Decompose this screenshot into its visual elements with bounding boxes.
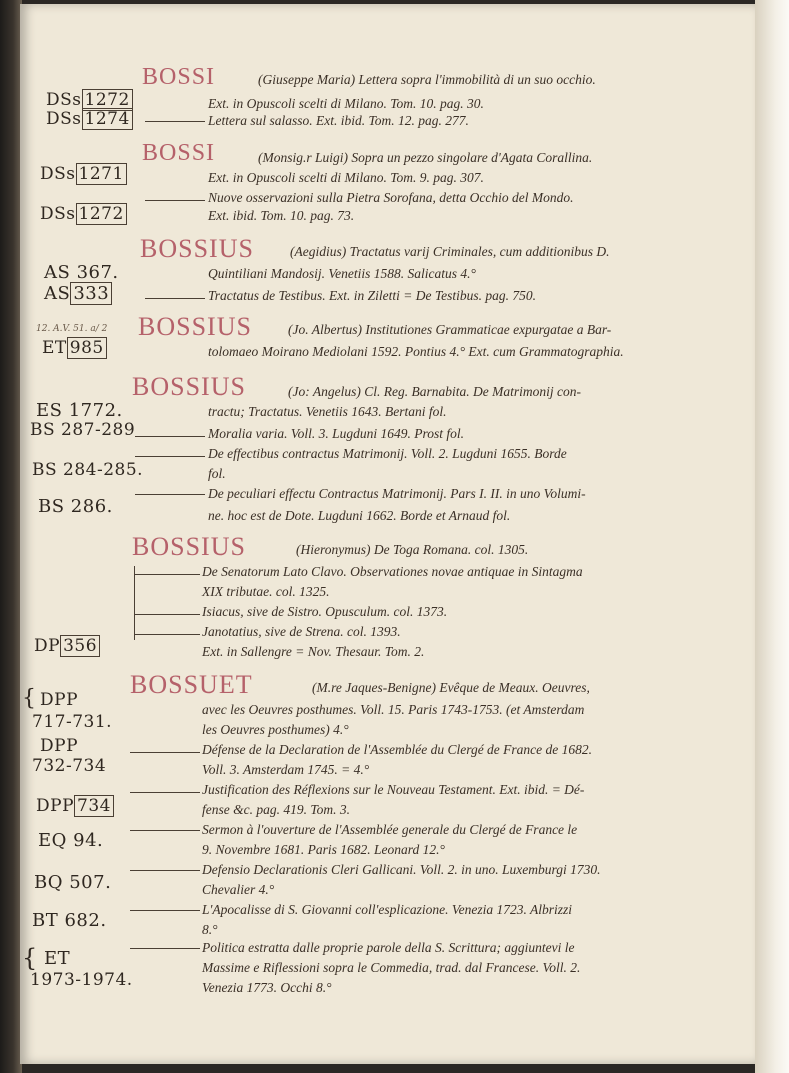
- entry-line: De peculiari effectu Contractus Matrimonij. Pars I. II. in uno Volumi-: [208, 486, 586, 501]
- entry-line: De Senatorum Lato Clavo. Observationes novae antiquae in Sintagma: [202, 564, 583, 579]
- entry-heading: BOSSI: [142, 140, 216, 166]
- connector-line: [130, 830, 200, 831]
- connector-line: [134, 634, 200, 635]
- connector-line: [145, 298, 205, 299]
- shelfmark: BQ 507.: [34, 872, 112, 893]
- connector-line: [130, 948, 200, 949]
- connector-line: [130, 870, 200, 871]
- entry-heading: BOSSIUS: [140, 234, 254, 263]
- shelfmark: 732-734: [32, 756, 107, 776]
- connector-line: [130, 792, 200, 793]
- entry-heading: BOSSI: [142, 64, 216, 90]
- entry-line: les Oeuvres posthumes) 4.°: [202, 722, 349, 737]
- connector-line: [134, 614, 200, 615]
- entry-line: (M.re Jaques-Benigne) Evêque de Meaux. Oeuvres,: [312, 680, 590, 695]
- connector-line: [135, 436, 205, 437]
- connector-line: [130, 910, 200, 911]
- entry-line: Isiacus, sive de Sistro. Opusculum. col. 1373.: [202, 604, 448, 619]
- entry-line: Justification des Réflexions sur le Nouveau Testament. Ext. ibid. = Dé-: [202, 782, 585, 797]
- shelfmark: EQ 94.: [38, 830, 104, 851]
- entry-line: (Jo: Angelus) Cl. Reg. Barnabita. De Matrimonij con-: [288, 384, 581, 399]
- marginal-note: 12. A.V. 51. a/ 2: [36, 324, 108, 334]
- shelfmark: ES 1772.: [36, 400, 123, 421]
- shelfmark: BS 287-289: [30, 420, 136, 440]
- entry-line: tolomaeo Moirano Mediolani 1592. Pontius 4.° Ext. cum Grammatographia.: [208, 344, 624, 359]
- shelfmark: 717-731.: [32, 712, 113, 732]
- entry-heading: BOSSIUS: [138, 312, 252, 341]
- shelfmark: ET 985: [42, 338, 107, 358]
- shelfmark: BS 286.: [38, 496, 113, 517]
- entry-line: Ext. in Opuscoli scelti di Milano. Tom. 9. pag. 307.: [208, 170, 484, 185]
- shelfmark: AS 333: [44, 283, 112, 304]
- entry-heading: BOSSUET: [130, 670, 253, 699]
- connector-line: [135, 456, 205, 457]
- book-spine: [0, 0, 22, 1073]
- entry-line: (Jo. Albertus) Institutiones Grammaticae expurgatae a Bar-: [288, 322, 612, 337]
- shelfmark: DPP 734: [36, 796, 114, 816]
- entry-line: Voll. 3. Amsterdam 1745. = 4.°: [202, 762, 370, 777]
- entry-line: De effectibus contractus Matrimonij. Voll. 2. Lugduni 1655. Borde: [208, 446, 567, 461]
- shelfmark: AS 367.: [44, 262, 119, 283]
- entry-line: Lettera sul salasso. Ext. ibid. Tom. 12. pag. 277.: [208, 113, 469, 128]
- entry-line: (Hieronymus) De Toga Romana. col. 1305.: [296, 542, 529, 557]
- entry-line: Chevalier 4.°: [202, 882, 275, 897]
- page-edge: [755, 0, 789, 1073]
- entry-line: Massime e Riflessioni sopra le Commedia, trad. dal Francese. Voll. 2.: [202, 960, 581, 975]
- entry-line: 9. Novembre 1681. Paris 1682. Leonard 12.°: [202, 842, 445, 857]
- entry-line: Quintiliani Mandosij. Venetiis 1588. Salicatus 4.°: [208, 266, 476, 281]
- brace-icon: {: [22, 944, 38, 972]
- shelfmark: DP 356: [34, 636, 100, 656]
- entry-line: Politica estratta dalle proprie parole della S. Scrittura; aggiuntevi le: [202, 940, 575, 955]
- connector-line: [145, 121, 205, 122]
- entry-heading: BOSSIUS: [132, 532, 246, 561]
- entry-line: Ext. ibid. Tom. 10. pag. 73.: [208, 208, 355, 223]
- brace-icon: {: [22, 686, 37, 711]
- entry-heading: BOSSIUS: [132, 372, 246, 401]
- entry-line: (Monsig.r Luigi) Sopra un pezzo singolare d'Agata Corallina.: [258, 150, 593, 165]
- shelfmark: BT 682.: [32, 910, 107, 931]
- entry-line: XIX tributae. col. 1325.: [202, 584, 330, 599]
- entry-line: Nuove osservazioni sulla Pietra Sorofana, detta Occhio del Mondo.: [208, 190, 574, 205]
- entry-line: tractu; Tractatus. Venetiis 1643. Bertani fol.: [208, 404, 447, 419]
- bleed-through: [58, 540, 64, 566]
- entry-line: Moralia varia. Voll. 3. Lugduni 1649. Prost fol.: [208, 426, 465, 441]
- shelfmark: BS 284-285.: [32, 460, 144, 480]
- entry-line: Janotatius, sive de Strena. col. 1393.: [202, 624, 401, 639]
- entry-line: fol.: [208, 466, 226, 481]
- entry-line: ne. hoc est de Dote. Lugduni 1662. Borde et Arnaud fol.: [208, 508, 511, 523]
- shelfmark: DPP: [40, 690, 79, 710]
- entry-line: Defensio Declarationis Cleri Gallicani. Voll. 2. in uno. Luxemburgi 1730.: [202, 862, 601, 877]
- connector-line: [145, 200, 205, 201]
- connector-line: [135, 494, 205, 495]
- connector-line: [130, 752, 200, 753]
- entry-line: Venezia 1773. Occhi 8.°: [202, 980, 332, 995]
- shelfmark: DSs 1271: [40, 164, 127, 184]
- entry-line: Ext. in Sallengre = Nov. Thesaur. Tom. 2.: [202, 644, 425, 659]
- entry-line: avec les Oeuvres posthumes. Voll. 15. Paris 1743-1753. (et Amsterdam: [202, 702, 585, 717]
- shelfmark: DSs 1272: [46, 90, 133, 110]
- connector-line: [134, 574, 200, 575]
- entry-line: L'Apocalisse di S. Giovanni coll'esplicazione. Venezia 1723. Albrizzi: [202, 902, 572, 917]
- entry-line: 8.°: [202, 922, 218, 937]
- entry-line: Défense de la Declaration de l'Assemblée du Clergé de France de 1682.: [202, 742, 593, 757]
- shelfmark: DSs 1274: [46, 109, 133, 129]
- bracket-line: [134, 566, 135, 640]
- shelfmark: 1973-1974.: [30, 970, 133, 990]
- entry-line: Ext. in Opuscoli scelti di Milano. Tom. 10. pag. 30.: [208, 96, 484, 111]
- entry-line: (Giuseppe Maria) Lettera sopra l'immobilità di un suo occhio.: [258, 72, 596, 87]
- shelfmark: DSs 1272: [40, 204, 127, 224]
- entry-line: (Aegidius) Tractatus varij Criminales, cum additionibus D.: [290, 244, 610, 259]
- entry-line: fense &c. pag. 419. Tom. 3.: [202, 802, 350, 817]
- entry-line: Sermon à l'ouverture de l'Assemblée generale du Clergé de France le: [202, 822, 578, 837]
- entry-line: Tractatus de Testibus. Ext. in Ziletti = De Testibus. pag. 750.: [208, 288, 537, 303]
- shelfmark: ET: [44, 948, 71, 969]
- shelfmark: DPP: [40, 736, 79, 756]
